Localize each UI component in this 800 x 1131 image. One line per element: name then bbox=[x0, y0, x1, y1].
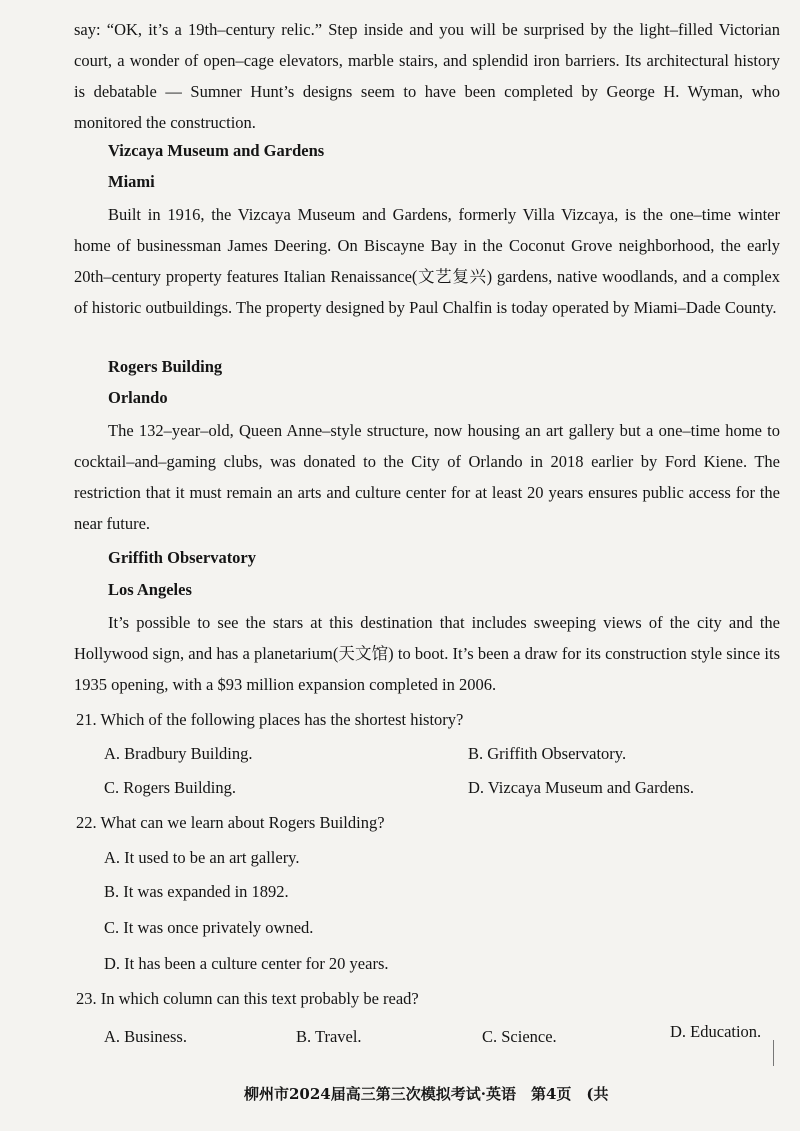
section-text-rogers: The 132–year–old, Queen Anne–style structure, now housing an art gallery but a one–time home to cocktail–and–gaming clubs, was donated to the City of Orlando in 2018 earlier by Ford Kiene. The restriction that it must remain an arts and culture center for at least 20 years ensures public access for the near future. bbox=[74, 421, 780, 533]
section-title-vizcaya: Vizcaya Museum and Gardens bbox=[108, 141, 325, 160]
section-city-orlando: Orlando bbox=[108, 388, 168, 407]
section-title-rogers: Rogers Building bbox=[108, 357, 223, 376]
question-21-option-b[interactable]: B. Griffith Observatory. bbox=[468, 744, 627, 763]
question-22-option-d[interactable]: D. It has been a culture center for 20 years. bbox=[104, 954, 389, 973]
section-city-miami: Miami bbox=[108, 172, 155, 191]
question-22-option-b[interactable]: B. It was expanded in 1892. bbox=[104, 882, 289, 901]
section-city-los-angeles: Los Angeles bbox=[108, 580, 192, 599]
question-23-stem: 23. In which column can this text probably be read? bbox=[76, 989, 419, 1008]
passage-intro-tail: say: “OK, it’s a 19th–century relic.” Step inside and you will be surprised by the light–filled Victorian court, a wonder of open–cage elevators, marble stairs, and splendid iron barriers. Its architectural history is debatable — Sumner Hunt’s designs seem to have been completed by George H. Wyman, who monitored the construction. bbox=[74, 20, 780, 132]
section-text-griffith: It’s possible to see the stars at this destination that includes sweeping views of the city and the Hollywood sign, and has a planetarium(天文馆) to boot. It’s been a draw for its construction style since its 1935 opening, with a $93 million expansion completed in 2006. bbox=[74, 613, 780, 694]
question-21-option-c[interactable]: C. Rogers Building. bbox=[104, 778, 237, 797]
page-edge-mark bbox=[773, 1040, 774, 1066]
question-22-option-a[interactable]: A. It used to be an art gallery. bbox=[104, 848, 300, 867]
question-23-option-c[interactable]: C. Science. bbox=[482, 1027, 557, 1046]
question-23-option-a[interactable]: A. Business. bbox=[104, 1027, 187, 1046]
section-title-griffith: Griffith Observatory bbox=[108, 548, 257, 567]
question-22-option-c[interactable]: C. It was once privately owned. bbox=[104, 918, 314, 937]
question-21-stem: 21. Which of the following places has the shortest history? bbox=[76, 710, 464, 729]
section-text-vizcaya: Built in 1916, the Vizcaya Museum and Gardens, formerly Villa Vizcaya, is the one–time winter home of businessman James Deering. On Biscayne Bay in the Coconut Grove neighborhood, the early 20th–century property features Italian Renaissance(文艺复兴) gardens, native woodlands, and a complex of historic outbuildings. The property designed by Paul Chalfin is today operated by Miami–Dade County. bbox=[74, 205, 780, 317]
question-21-option-d[interactable]: D. Vizcaya Museum and Gardens. bbox=[468, 778, 694, 797]
question-21-option-a[interactable]: A. Bradbury Building. bbox=[104, 744, 253, 763]
question-22-stem: 22. What can we learn about Rogers Building? bbox=[76, 813, 385, 832]
question-23-option-d[interactable]: D. Education. bbox=[670, 1022, 762, 1041]
page-footer: 柳州市2024届高三第三次模拟考试·英语 第4页 (共 bbox=[244, 1085, 609, 1103]
question-23-option-b[interactable]: B. Travel. bbox=[296, 1027, 362, 1046]
